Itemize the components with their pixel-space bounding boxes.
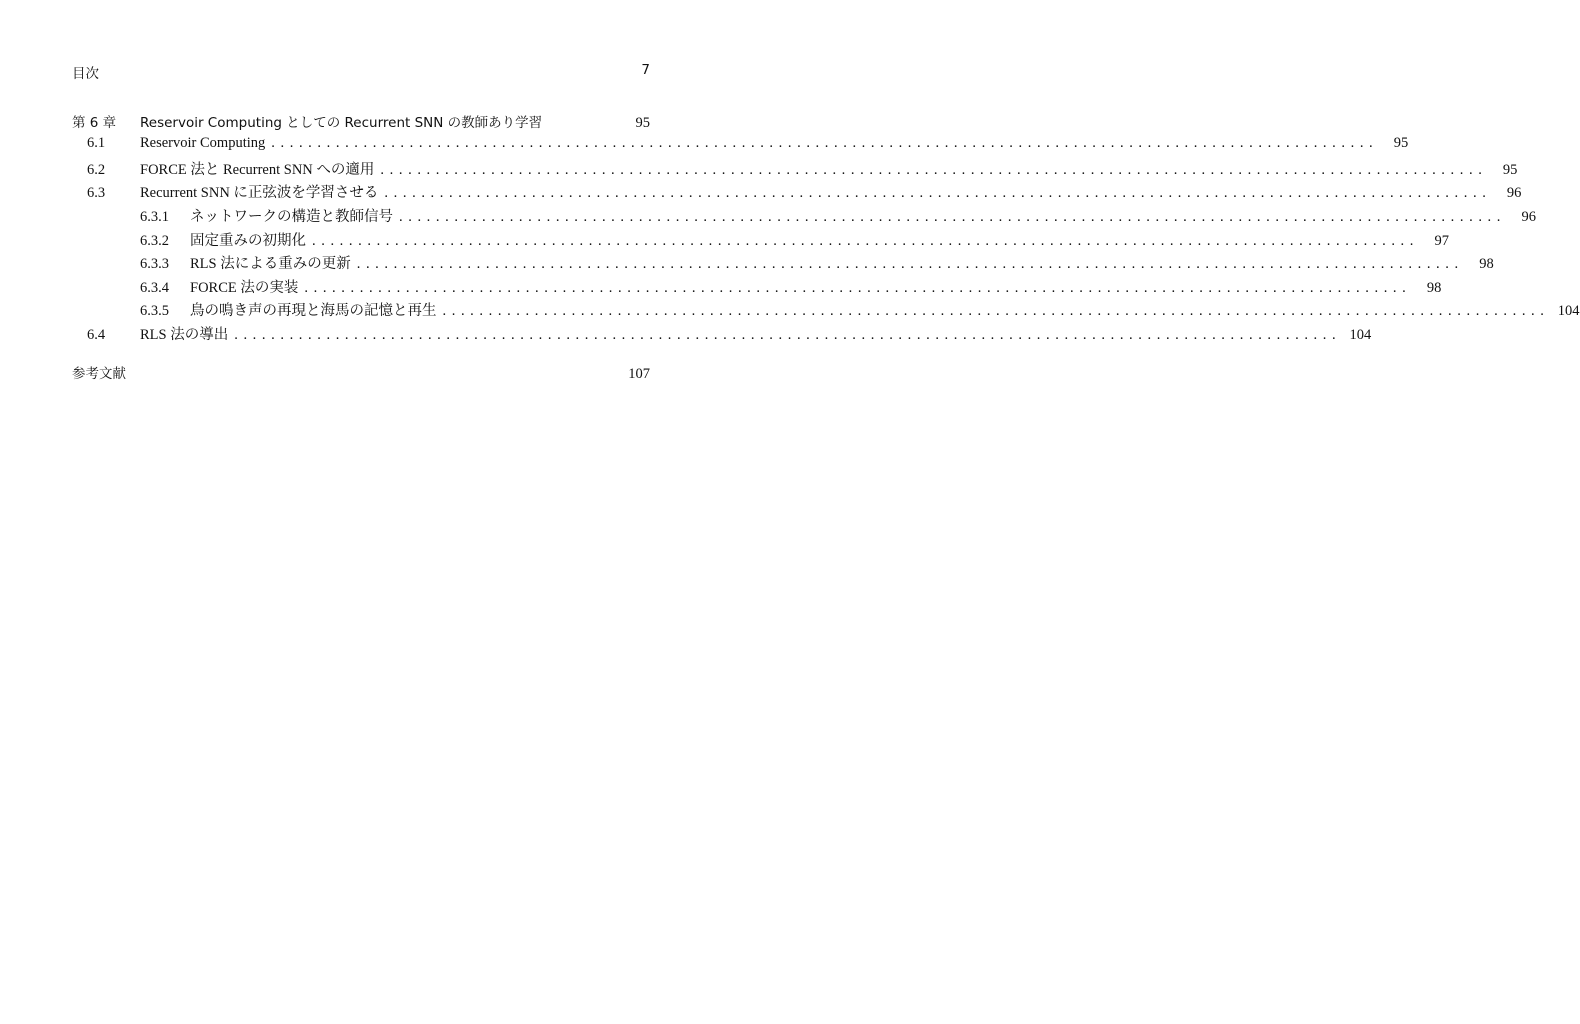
toc-references[interactable] (72, 362, 650, 382)
toc-entry[interactable] (72, 135, 1409, 155)
toc-title: Reservoir Computing としての Recurrent SNN の教師あり学習 (140, 115, 543, 131)
toc-title: RLS 法による重みの更新 (190, 256, 351, 272)
toc-leader: ........................................................................................................................ (312, 233, 1419, 249)
toc-entry[interactable] (72, 323, 1372, 343)
toc-entry[interactable] (72, 158, 1518, 178)
toc-number: 6.3 (87, 185, 106, 201)
toc-title: Reservoir Computing (140, 135, 266, 151)
toc-leader: ........................................................................................................................ (234, 327, 1342, 343)
running-header (72, 62, 650, 82)
toc-number: 第 6 章 (72, 115, 117, 131)
toc-title: RLS 法の導出 (140, 327, 229, 343)
toc-entry[interactable] (72, 299, 1580, 319)
toc-entry[interactable] (72, 276, 1442, 296)
toc-page: 96 (1521, 209, 1536, 225)
toc-number: 6.3.2 (140, 233, 169, 249)
toc-leader: ........................................................................................................................ (356, 256, 1464, 272)
toc-entry[interactable] (72, 181, 1522, 201)
toc-number: 6.3.4 (140, 280, 169, 296)
toc-leader: ........................................................................................................................ (304, 280, 1412, 296)
toc-title: ネットワークの構造と教師信号 (190, 209, 393, 225)
toc-page: 95 (635, 115, 650, 131)
toc-leader: ........................................................................................................................ (399, 209, 1506, 225)
toc-number: 6.4 (87, 327, 106, 343)
toc-page: 98 (1426, 280, 1442, 296)
toc-title: FORCE 法と Recurrent SNN への適用 (140, 162, 375, 178)
toc-title: FORCE 法の実装 (190, 280, 299, 296)
toc-page: 107 (628, 366, 650, 382)
toc-title: 固定重みの初期化 (190, 233, 306, 249)
toc-page: 95 (1393, 135, 1409, 151)
toc-number: 6.3.3 (140, 256, 169, 272)
toc-leader: ........................................................................................................................ (384, 185, 1492, 201)
toc-entry[interactable] (72, 229, 1449, 249)
toc-page: 95 (1502, 162, 1518, 178)
toc-entry[interactable] (72, 252, 1494, 272)
toc-leader: ........................................................................................................................ (380, 162, 1488, 178)
toc-page: 97 (1434, 233, 1449, 249)
toc-page: 96 (1506, 185, 1522, 201)
toc-leader: ........................................................................................................................ (442, 303, 1550, 319)
toc-leader: ........................................................................................................................ (271, 135, 1379, 151)
toc-title: 参考文献 (72, 366, 126, 382)
toc-page: 104 (1557, 303, 1580, 319)
header-title: 目次 (72, 66, 99, 82)
toc-number: 6.3.1 (140, 209, 169, 225)
toc-title: Recurrent SNN に正弦波を学習させる (140, 185, 379, 201)
toc-number: 6.2 (87, 162, 106, 178)
toc-page: 104 (1349, 327, 1372, 343)
toc-entry[interactable] (72, 205, 1536, 225)
toc-number: 6.1 (87, 135, 106, 151)
header-page-number: 7 (641, 62, 650, 78)
toc-chapter-6[interactable] (72, 111, 650, 131)
toc-title: 鳥の鳴き声の再現と海馬の記憶と再生 (190, 303, 437, 319)
toc-number: 6.3.5 (140, 303, 169, 319)
toc-page: 98 (1479, 256, 1494, 272)
